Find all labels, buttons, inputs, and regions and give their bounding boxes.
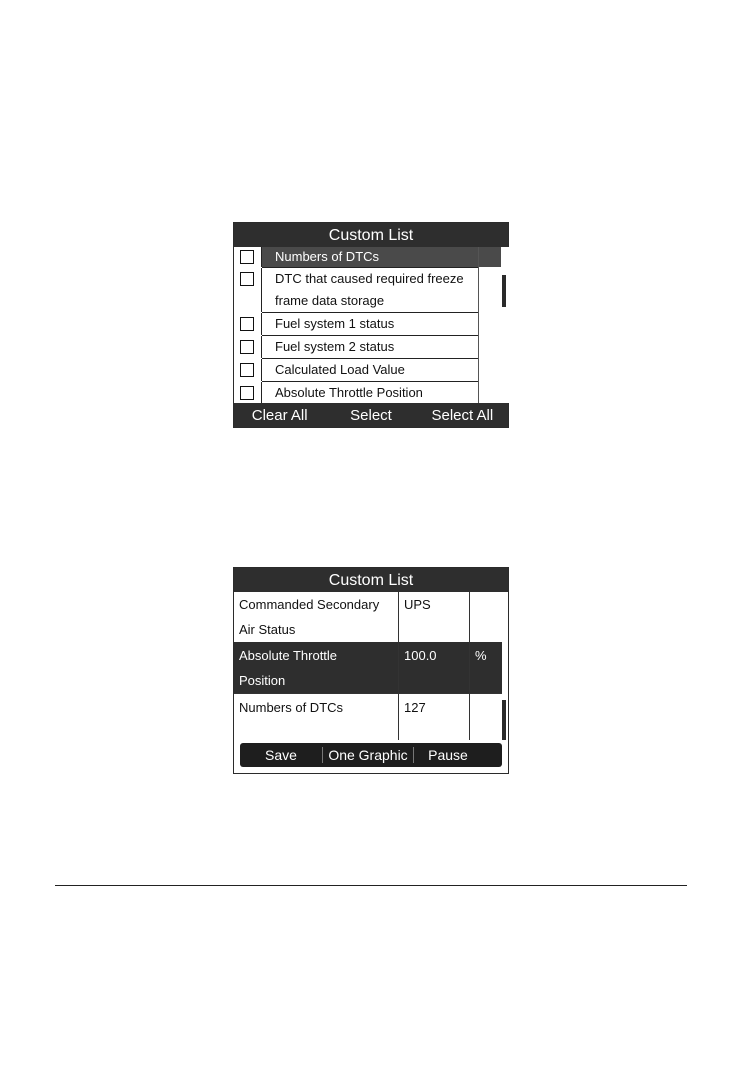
- list-item-label: Fuel system 1 status: [275, 316, 395, 331]
- data-row-absolute-throttle[interactable]: [234, 642, 502, 693]
- list-item-label: Absolute Throttle Position: [275, 385, 423, 400]
- pid-name-line2: Position: [239, 673, 286, 688]
- data-row-secondary-air[interactable]: [234, 592, 502, 642]
- scrollbar-thumb[interactable]: [502, 700, 506, 740]
- scrollbar-track[interactable]: [501, 247, 509, 403]
- list-item-label: Fuel system 2 status: [275, 339, 395, 354]
- one-graphic-button[interactable]: One Graphic: [328, 747, 408, 763]
- checkbox[interactable]: [234, 268, 262, 312]
- pid-name-line1: Absolute Throttle: [239, 648, 338, 663]
- selected-row-shade: [478, 247, 501, 267]
- pause-button[interactable]: Pause: [428, 747, 468, 763]
- list-item-fuel-system-2[interactable]: [234, 336, 478, 358]
- list-item-fuel-system-1[interactable]: [234, 313, 478, 335]
- custom-list-data-screen: [233, 567, 509, 774]
- checkbox[interactable]: [234, 382, 262, 403]
- list-item-numbers-of-dtcs[interactable]: [234, 247, 478, 267]
- scrollbar-thumb[interactable]: [502, 275, 506, 307]
- list-item-calculated-load[interactable]: [234, 359, 478, 381]
- select-all-button[interactable]: Select All: [431, 406, 494, 424]
- screen-title: Custom List: [234, 568, 508, 592]
- pid-value: UPS: [404, 597, 431, 612]
- row-divider: [234, 693, 502, 694]
- select-button[interactable]: Select: [350, 406, 392, 424]
- list-item-label-line1: DTC that caused required freeze: [275, 271, 464, 286]
- checkbox[interactable]: [234, 359, 262, 381]
- pid-value: 100.0: [404, 648, 437, 663]
- column-divider: [478, 247, 479, 403]
- pid-name-line1: Numbers of DTCs: [239, 700, 344, 715]
- pid-name-line2: Air Status: [239, 622, 296, 637]
- checkbox[interactable]: [234, 336, 262, 358]
- pid-name-line1: Commanded Secondary: [239, 597, 380, 612]
- screen-title: Custom List: [234, 223, 508, 247]
- softkey-bar: [240, 743, 502, 767]
- page-rule: [55, 885, 687, 886]
- list-item-dtc-freeze-frame[interactable]: [234, 268, 478, 312]
- list-item-label: Calculated Load Value: [275, 362, 405, 377]
- save-button[interactable]: Save: [265, 747, 297, 763]
- list-item-label-line2: frame data storage: [275, 293, 385, 308]
- column-divider: [398, 592, 399, 740]
- custom-list-select-screen: [233, 222, 509, 428]
- pid-unit: %: [475, 648, 487, 663]
- pid-value: 127: [404, 700, 426, 715]
- softkey-bar: [234, 403, 508, 427]
- data-row-numbers-of-dtcs[interactable]: [234, 694, 502, 740]
- column-divider: [469, 592, 470, 740]
- clear-all-button[interactable]: Clear All: [251, 406, 308, 424]
- list-item-absolute-throttle[interactable]: [234, 382, 478, 403]
- checkbox[interactable]: [234, 247, 262, 267]
- checkbox[interactable]: [234, 313, 262, 335]
- list-item-label: Numbers of DTCs: [262, 247, 478, 267]
